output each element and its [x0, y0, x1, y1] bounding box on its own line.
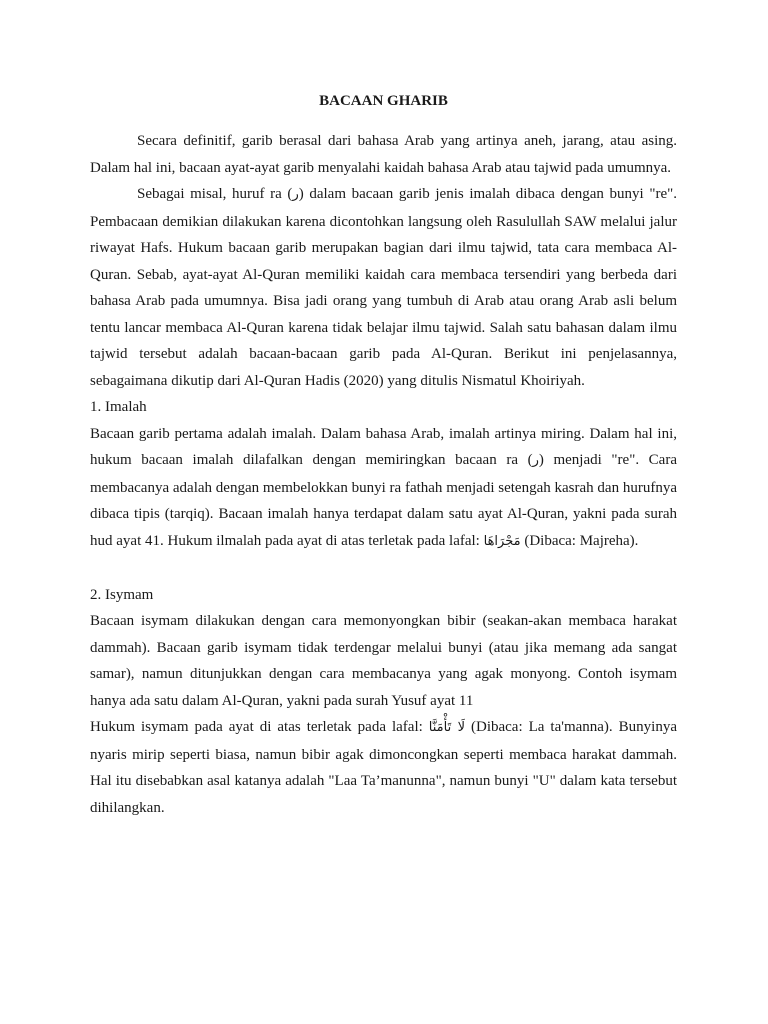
intro-p2-text-a: Sebagai misal, huruf ra ( [137, 186, 293, 202]
arabic-majreha: مَجْرَاهَا [483, 533, 521, 549]
isymam-text-b: (Dibaca: La ta'manna). Bunyinya nyaris mirip seperti biasa, namun bibir agak dimoncongkan seperti membaca harakat dammah. Hal itu disebabkan asal katanya adalah "Laa Ta’manunna", namun bunyi "U" dalam kata tersebut dihilangkan. [90, 719, 677, 816]
imalah-heading: 1. Imalah [90, 399, 147, 415]
isymam-paragraph-1: Bacaan isymam dilakukan dengan cara memonyongkan bibir (seakan-akan membaca harakat dammah). Bacaan garib isymam tidak terdengar melalui bunyi (atau jika memang ada sangat samar), namun ditunjukkan dengan cara membacanya yang agak monyong. Contoh isymam hanya ada satu dalam Al-Quran, yakni pada surah Yusuf ayat 11 [90, 613, 677, 709]
arabic-ra-letter-2: ر [532, 453, 539, 468]
intro-p2-text-b: ) dalam bacaan garib jenis imalah dibaca dengan bunyi "re". Pembacaan demikian dilakukan karena dicontohkan langsung oleh Rasulullah SAW melalui jalur riwayat Hafs. Hukum bacaan garib merupakan bagian dari ilmu tajwid, tata cara membaca Al-Quran. Sebab, ayat-ayat Al-Quran memiliki kaidah cara membaca tersendiri yang berbeda dari bahasa Arab pada umumnya. Bisa jadi orang yang tumbuh di Arab atau orang Arab asli belum tentu lancar membaca Al-Quran karena tidak belajar ilmu tajwid. Salah satu bahasan dalam ilmu tajwid tersebut adalah bacaan-bacaan garib pada Al-Quran. Berikut ini penjelasannya, sebagaimana dikutip dari Al-Quran Hadis (2020) yang ditulis Nismatul Khoiriyah. [90, 186, 677, 389]
isymam-paragraph-2 [90, 714, 677, 821]
document-page [90, 88, 677, 821]
imalah-text-a: Bacaan garib pertama adalah imalah. Dalam bahasa Arab, imalah artinya miring. Dalam hal ini, hukum bacaan imalah dilafalkan dengan memiringkan bacaan ra ( [90, 425, 677, 468]
isymam-text-a: Hukum isymam pada ayat di atas terletak pada lafal: [90, 719, 429, 735]
section-spacer [90, 555, 677, 582]
arabic-la-tamanna: لَا تَأْمَنَّا [428, 720, 465, 735]
intro-paragraph-1: Secara definitif, garib berasal dari bahasa Arab yang artinya aneh, jarang, atau asing. Dalam hal ini, bacaan ayat-ayat garib menyalahi kaidah bahasa Arab atau tajwid pada umumnya. [90, 133, 677, 176]
intro-paragraph-2 [90, 181, 677, 394]
imalah-paragraph [90, 421, 677, 556]
arabic-ra-letter: ر [292, 187, 299, 202]
imalah-text-b: ) menjadi "re". Cara membacanya adalah dengan membelokkan bunyi ra fathah menjadi setengah kasrah dan hurufnya dibaca tipis (tarqiq). Bacaan imalah hanya terdapat dalam satu ayat Al-Quran, yakni pada surah hud ayat 41. Hukum ilmalah pada ayat di atas terletak pada lafal: [90, 452, 677, 549]
document-title: BACAAN GHARIB [319, 93, 448, 109]
imalah-text-c: (Dibaca: Majreha). [520, 532, 639, 549]
isymam-heading: 2. Isymam [90, 586, 154, 603]
